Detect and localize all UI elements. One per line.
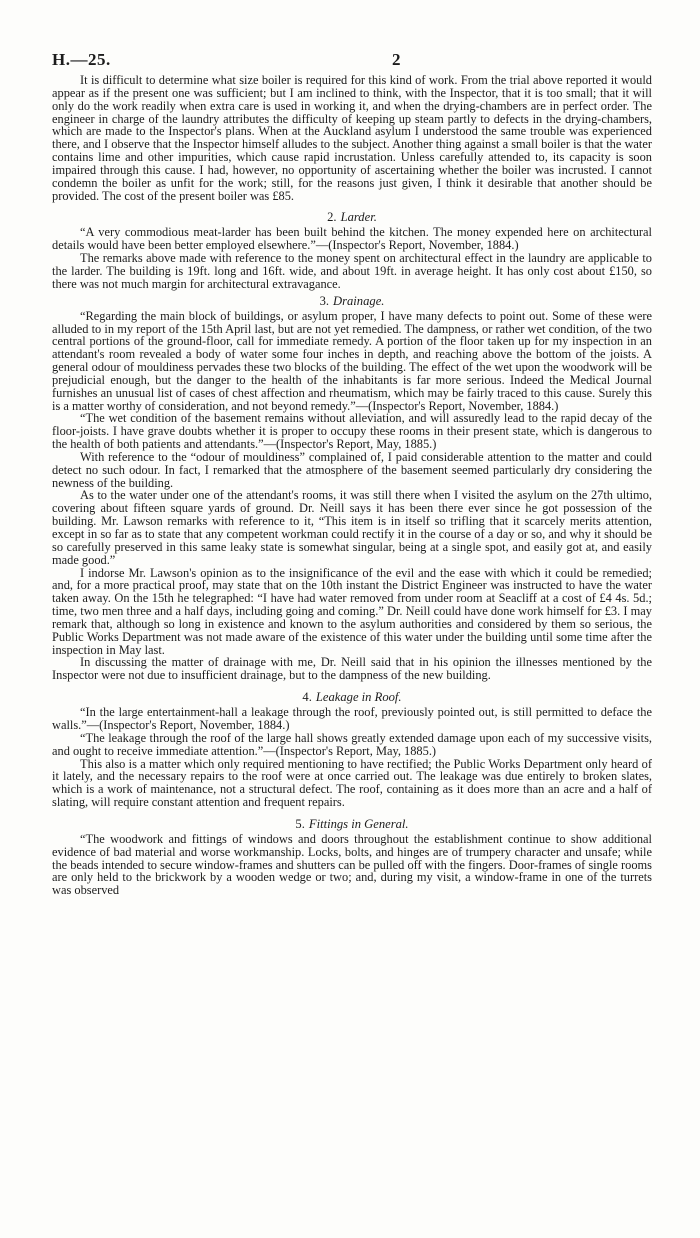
section-heading — [52, 817, 652, 831]
paragraph: With reference to the “odour of mouldiness” complained of, I paid considerable attention to the matter and could detect no such odour. In fact, I remarked that the atmosphere of the basement seemed particularly dry considering the newness of the building. — [52, 449, 652, 490]
section-drainage — [52, 294, 652, 682]
section-number: 5. — [295, 816, 305, 831]
intro-paragraph: It is difficult to determine what size boiler is required for this kind of work. From the trial above reported it would appear as if the present one was sufficient; but I am inclined to think, with the Inspector, that it is too small; that it will only do the work readily when extra care is used in working it, and when the drying-chambers are in perfect order. The engineer in charge of the laundry attributes the difficulty of keeping up steam partly to defects in the drying-chambers, which are made to the Inspector's plans. When at the Auckland asylum I understood the same trouble was experienced there, and I observe that the Inspector himself alludes to the subject. Another thing against a small boiler is that the water contains lime and other impurities, which cause rapid incrustation. Unless carefully attended to, its capacity is soon impaired through this cause. I had, however, no opportunity of ascertaining whether the boiler was incrusted. I cannot condemn the boiler as unfit for the work; still, for the reasons just given, I think it desirable that another should be provided. The cost of the present boiler was £85. — [52, 73, 652, 203]
section-title: Leakage in Roof. — [315, 690, 402, 705]
section-title: Fittings in General. — [308, 816, 409, 831]
section-larder — [52, 210, 652, 290]
section-leakage-in-roof — [52, 690, 652, 809]
section-title: Drainage. — [333, 293, 385, 308]
paragraph: “The leakage through the roof of the large hall shows greatly extended damage upon each of my successive visits, and ought to receive immediate attention.”—(Inspector's Report, May, 1885.) — [52, 730, 652, 758]
section-number: 2. — [327, 210, 337, 225]
paragraph: As to the water under one of the attendant's rooms, it was still there when I visited the asylum on the 27th ultimo, covering about fifteen square yards of ground. Dr. Neill says it has been there ever since he got possession of the building. Mr. Lawson remarks with reference to it, “This item is in itself so trifling that it scarcely merits attention, except in so far as to state that any competent workman could rectify it in the course of a day or so, and why it should be so carefully preserved in this same leaky state is somewhat singular, being at a single spot, and easily got at, and easily made good.” — [52, 488, 652, 567]
paragraph: This also is a matter which only required mentioning to have rectified; the Public Works Department only heard of it lately, and the necessary repairs to the roof were at once carried out. The leakage was due entirely to broken slates, which is a work of maintenance, not a structural defect. The roof, containing as it does more than an acre and a half of slating, will require constant attention and frequent repairs. — [52, 756, 652, 810]
paragraph: “A very commodious meat-larder has been built behind the kitchen. The money expended here on architectural details would have been better employed elsewhere.”—(Inspector's Report, November, 1884.) — [52, 225, 652, 253]
section-heading — [52, 690, 652, 704]
document-reference: H.—25. — [52, 50, 111, 69]
paragraph: The remarks above made with reference to the money spent on architectural effect in the laundry are applicable to the larder. The building is 19ft. long and 16ft. wide, and about 19ft. in average height. It has only cost about £150, so there was not much margin for architectural extravagance. — [52, 251, 652, 291]
page-header — [52, 50, 660, 70]
section-number: 3. — [319, 293, 330, 308]
paragraph: “The woodwork and fittings of windows and doors throughout the establishment continue to show additional evidence of bad material and worse workmanship. Locks, bolts, and hinges are of trumpery character and unsafe; while the beads intended to secure window-frames and shutters can be pulled off with the fingers. Door-frames of single rooms are only held to the brickwork by a wooden wedge or two; and, during my visit, a window-frame in one of the turrets was observed — [52, 831, 652, 898]
section-heading — [52, 294, 652, 308]
section-fittings-in-general — [52, 817, 652, 897]
section-title: Larder. — [340, 210, 377, 225]
paragraph: In discussing the matter of drainage with me, Dr. Neill said that in his opinion the illnesses mentioned by the Inspector were not due to insufficient drainage, but to the dampness of the new building. — [52, 655, 652, 683]
section-heading — [52, 210, 652, 224]
paragraph: “The wet condition of the basement remains without alleviation, and will assuredly lead to the rapid decay of the floor-joists. I have grave doubts whether it is proper to occupy these rooms in their present state, which is dangerous to the health of both patients and attendants.”—(Inspector's Report, May, 1885.) — [52, 411, 652, 452]
paragraph: “In the large entertainment-hall a leakage through the roof, previously pointed out, is still permitted to deface the walls.”—(Inspector's Report, November, 1884.) — [52, 705, 652, 732]
paragraph: I indorse Mr. Lawson's opinion as to the insignificance of the evil and the ease with which it could be remedied; and, for a more practical proof, may state that on the 10th instant the District Engineer was instructed to have the water taken away. On the 15th he telegraphed: “I have had water removed from under room at Seacliff at a cost of £4 4s. 5d.; time, two men three and a half days, including going and coming.” Dr. Neill could have done work himself for £3. I may remark that, although so long in existence and known to the asylum authorities and considered by them so serious, the Public Works Department was not made aware of the existence of this water under the building until some time after the inspection in May last. — [52, 565, 652, 657]
document-body — [52, 74, 652, 897]
section-number: 4. — [302, 690, 312, 705]
paragraph: “Regarding the main block of buildings, or asylum proper, I have many defects to point out. Some of these were alluded to in my report of the 15th April last, but are not yet remedied. The dampness, or rather wet condition, of the two central portions of the ground-floor, call for immediate remedy. A portion of the floor taken up for my inspection in an attendant's room revealed a body of water some four inches in depth, and reaching above the bottom of the joists. A general odour of mouldiness pervades these two blocks of the building. The effect of the wet upon the woodwork will be prejudicial enough, but the danger to the health of the inhabitants is far more serious. Indeed the Medical Journal furnishes an unusual list of cases of chest affection and rheumatism, which may be fairly traced to this cause. Surely this is a matter worthy of consideration, and not beyond remedy.”—(Inspector's Report, November, 1884.) — [52, 308, 652, 413]
page-number: 2 — [392, 50, 401, 69]
